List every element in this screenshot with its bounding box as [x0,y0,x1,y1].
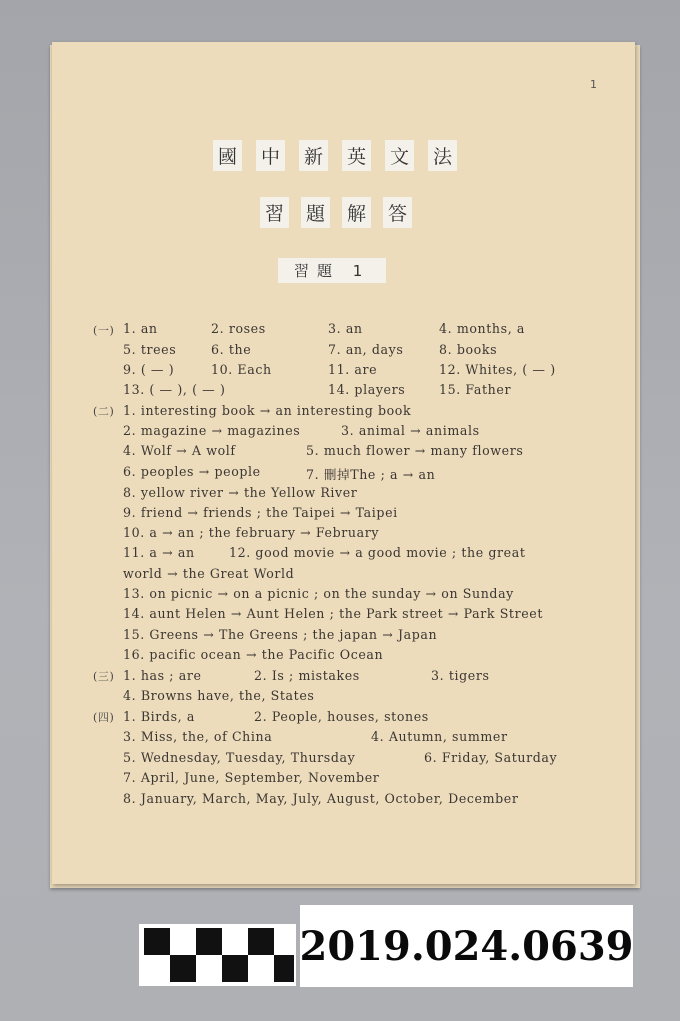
answer-item: 7. April, June, September, November [123,770,380,785]
section-marker: (三) [93,670,115,683]
title-char: 國 [213,140,242,171]
title-char: 法 [428,140,457,171]
answer-item: 4. Wolf → A wolf [123,443,236,458]
subtitle-char: 習 [260,197,289,228]
answer-item: 5. Wednesday, Tuesday, Thursday [123,750,356,765]
answer-item: 13. on picnic → on a picnic ; on the sunday → on Sunday [123,586,514,601]
title-char: 中 [256,140,285,171]
subtitle-char: 解 [342,197,371,228]
answer-item: 6. peoples → people [123,464,261,479]
answer-item: 3. animal → animals [341,423,480,438]
answer-item: 3. Miss, the, of China [123,729,273,744]
title-char: 新 [299,140,328,171]
answer-item: 3. tigers [431,668,490,683]
answer-item: 13. ( — ), ( — ) [123,382,226,397]
answer-item: 1. interesting book → an interesting book [123,403,412,418]
answer-item: 15. Father [439,382,512,397]
answer-item: 7. 刪掉The ; a → an [306,467,436,482]
answer-item: 12. Whites, ( — ) [439,362,556,377]
answer-item: 2. magazine → magazines [123,423,301,438]
answer-item: 16. pacific ocean → the Pacific Ocean [123,647,384,662]
answer-item: 1. an [123,321,158,336]
color-scale-bar [139,924,296,986]
title-char: 英 [342,140,371,171]
answer-item: 12. good movie → a good movie ; the great [229,545,526,560]
answer-item: 8. yellow river → the Yellow River [123,485,358,500]
answer-item: 3. an [328,321,363,336]
section-marker: (一) [93,324,115,337]
answer-item: 7. an, days [328,342,404,357]
answer-item: 9. friend → friends ; the Taipei → Taipei [123,505,398,520]
accession-number-label: 2019.024.0639 [300,905,633,987]
answer-item: 11. are [328,362,378,377]
answer-item: 8. January, March, May, July, August, October, December [123,791,519,806]
answer-item: 9. ( — ) [123,362,175,377]
subtitle-char: 題 [301,197,330,228]
answer-item: 2. roses [211,321,266,336]
page-number: 1 [590,78,597,91]
answer-item: 1. has ; are [123,668,202,683]
title-char: 文 [385,140,414,171]
answer-item: 5. much flower → many flowers [306,443,524,458]
answer-item: 1. Birds, a [123,709,195,724]
section-marker: (二) [93,405,115,418]
answer-item: 14. players [328,382,406,397]
answer-item: 4. Browns have, the, States [123,688,315,703]
answer-item: 11. a → an [123,545,195,560]
answer-item: 10. Each [211,362,272,377]
answer-item: world → the Great World [123,566,295,581]
exercise-label: 習題 1 [278,258,386,283]
answer-item: 2. People, houses, stones [254,709,429,724]
answer-item: 14. aunt Helen → Aunt Helen ; the Park street → Park Street [123,606,543,621]
answer-item: 6. Friday, Saturday [424,750,558,765]
answer-item: 5. trees [123,342,177,357]
answer-item: 6. the [211,342,252,357]
answer-item: 10. a → an ; the february → February [123,525,380,540]
answer-item: 4. Autumn, summer [371,729,508,744]
answer-item: 8. books [439,342,498,357]
answer-item: 4. months, a [439,321,526,336]
section-marker: (四) [93,711,115,724]
answer-item: 15. Greens → The Greens ; the japan → Japan [123,627,438,642]
answer-item: 2. Is ; mistakes [254,668,360,683]
subtitle-char: 答 [383,197,412,228]
